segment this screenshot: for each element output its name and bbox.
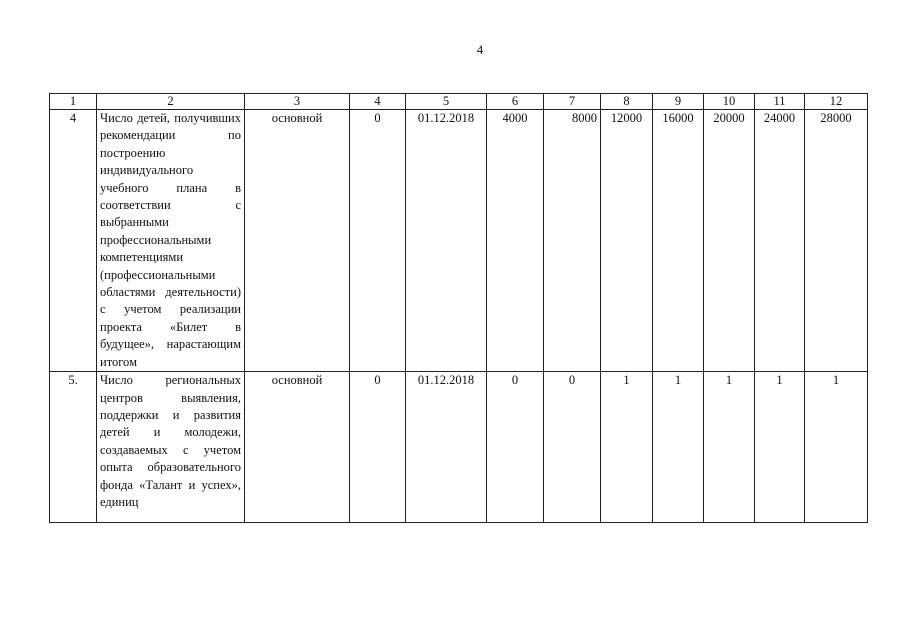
row-number: 4 <box>50 110 97 372</box>
value-col-8: 1 <box>601 372 653 523</box>
value-col-12: 28000 <box>805 110 868 372</box>
table-row <box>50 372 868 523</box>
column-header: 12 <box>805 94 868 110</box>
base-date: 01.12.2018 <box>406 372 487 523</box>
column-header: 1 <box>50 94 97 110</box>
value-col-11: 24000 <box>755 110 805 372</box>
column-header: 2 <box>97 94 245 110</box>
value-col-9: 1 <box>653 372 704 523</box>
column-header: 9 <box>653 94 704 110</box>
column-header: 11 <box>755 94 805 110</box>
value-col-8: 12000 <box>601 110 653 372</box>
column-header: 4 <box>350 94 406 110</box>
column-header: 5 <box>406 94 487 110</box>
value-col-9: 16000 <box>653 110 704 372</box>
value-col-6: 4000 <box>487 110 544 372</box>
value-col-6: 0 <box>487 372 544 523</box>
value-col-10: 20000 <box>704 110 755 372</box>
indicator-type: основной <box>245 110 350 372</box>
value-col-7: 0 <box>544 372 601 523</box>
indicator-description: Число детей, получивших рекомендации по построению индивидуального учебного плана в соответствии с выбранными профессиональными компетенциями (профессиональными областями деятельности) с учетом реализации проекта «Билет в будущее», нарастающим итогом <box>97 110 245 372</box>
column-header: 6 <box>487 94 544 110</box>
base-date: 01.12.2018 <box>406 110 487 372</box>
row-number: 5. <box>50 372 97 523</box>
indicator-description: Число региональных центров выявления, поддержки и развития детей и молодежи, создаваемых с учетом опыта образовательного фонда «Талант и успех», единиц <box>97 372 245 523</box>
column-header: 3 <box>245 94 350 110</box>
base-value: 0 <box>350 110 406 372</box>
value-col-11: 1 <box>755 372 805 523</box>
table-row <box>50 110 868 372</box>
value-col-10: 1 <box>704 372 755 523</box>
column-header: 8 <box>601 94 653 110</box>
header-row <box>50 94 868 110</box>
value-col-7: 8000 <box>544 110 601 372</box>
page-number: 4 <box>476 42 484 57</box>
column-header: 10 <box>704 94 755 110</box>
value-col-12: 1 <box>805 372 868 523</box>
column-header: 7 <box>544 94 601 110</box>
indicator-type: основной <box>245 372 350 523</box>
indicator-table <box>49 93 868 523</box>
base-value: 0 <box>350 372 406 523</box>
